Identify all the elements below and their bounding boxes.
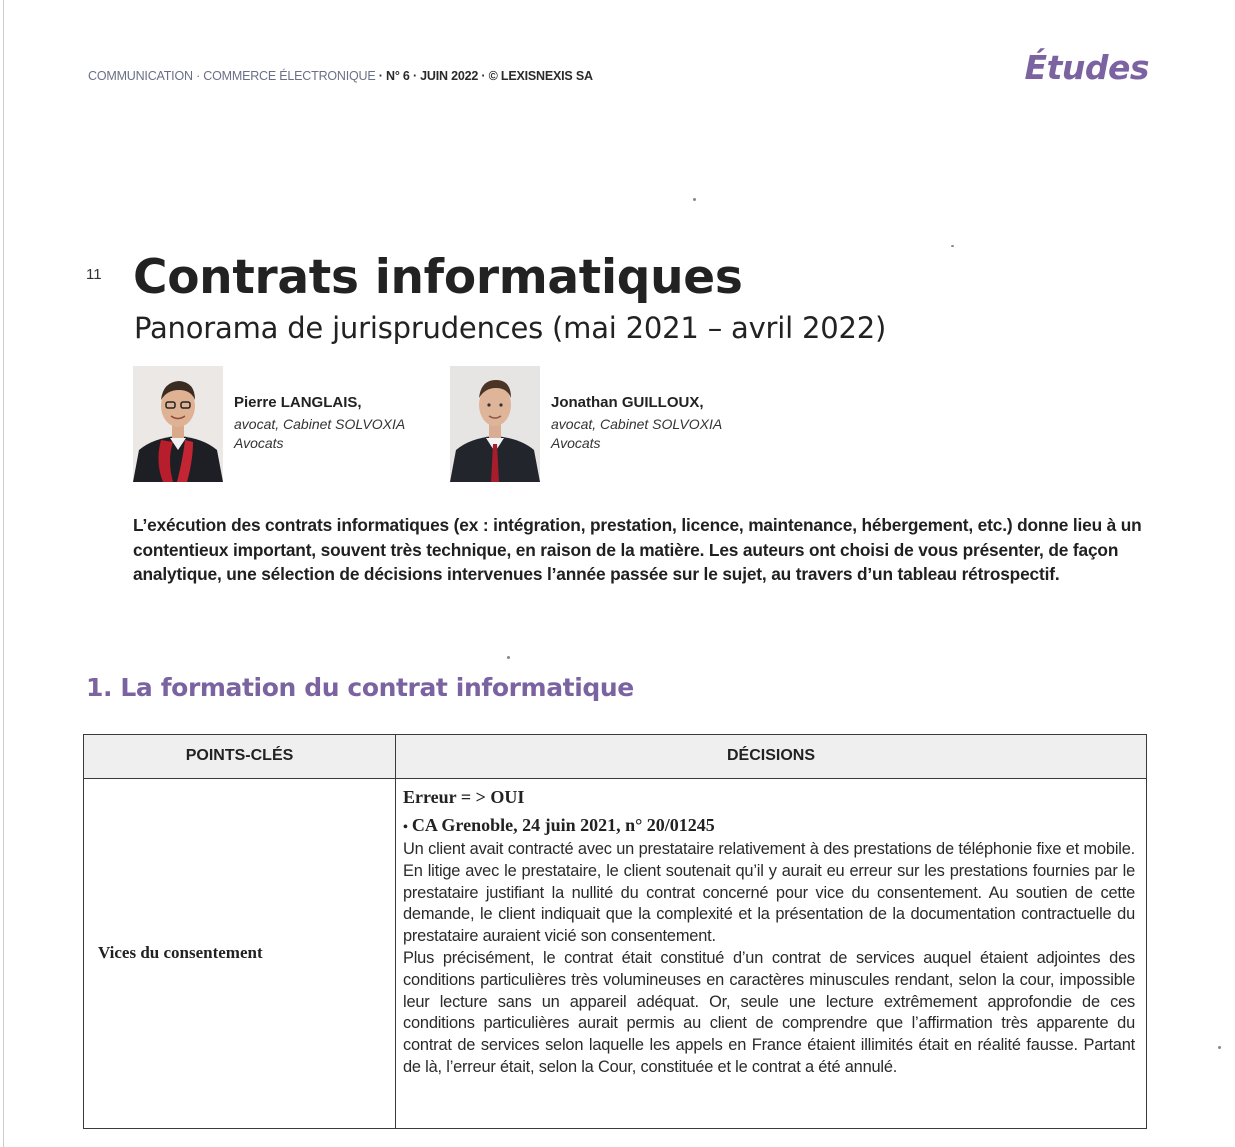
- author-role-line: avocat, Cabinet SOLVOXIA: [234, 416, 406, 432]
- issue-info: · N° 6 · JUIN 2022 · © LEXISNEXIS SA: [375, 69, 593, 83]
- decision-paragraph: Plus précisément, le contrat était constitué d’un contrat de services auquel étaient adjointes des conditions particulières très volumineuses en caractères minuscules rendant, selon la cour, impossible leur lecture sans un appareil adéquat. Or, seule une lecture extrêmement approfondie de ces conditions particulières aurait permis au client de comprendre que l’affirmation très apparente du contrat de services selon laquelle les appels en France étaient illimités était en réalité fausse. Partant de là, l’erreur était, selon la Cour, constituée et le contrat a été annulé.: [403, 948, 1135, 1076]
- bullet-icon: •: [403, 820, 408, 835]
- author-role-line: Avocats: [234, 435, 284, 451]
- author-name: Jonathan GUILLOUX,: [551, 394, 704, 411]
- scan-speck: [1218, 1046, 1221, 1049]
- article-number: 11: [86, 266, 102, 283]
- column-header-key-points: POINTS-CLÉS: [185, 747, 294, 764]
- key-point-cell: Vices du consentement: [98, 943, 263, 962]
- running-head: [88, 69, 593, 83]
- journal-name: COMMUNICATION · COMMERCE ÉLECTRONIQUE: [88, 69, 376, 83]
- author-role-line: Avocats: [551, 435, 601, 451]
- scan-speck: [951, 245, 954, 247]
- decision-verdict: Erreur = > OUI: [403, 787, 525, 807]
- case-citation: CA Grenoble, 24 juin 2021, n° 20/01245: [411, 815, 715, 835]
- scan-speck: [507, 656, 510, 659]
- article-abstract: L’exécution des contrats informatiques (ex : intégration, prestation, licence, maintenance, hébergement, etc.) donne lieu à un contentieux important, souvent très technique, en raison de la matière. Les auteurs ont choisi de vous présenter, de façon analytique, une sélection de décisions intervenues l’année passée sur le sujet, au travers d’un tableau rétrospectif.: [133, 515, 1142, 584]
- page-edge: [3, 0, 4, 1147]
- section-heading: 1. La formation du contrat informatique: [86, 673, 634, 702]
- author-name: Pierre LANGLAIS,: [234, 394, 362, 411]
- article-subtitle: Panorama de jurisprudences (mai 2021 – avril 2022): [134, 311, 887, 345]
- case-reference: [403, 814, 1135, 839]
- column-header-decisions: DÉCISIONS: [726, 747, 815, 764]
- author-affiliation: [551, 415, 722, 453]
- section-label: Études: [1024, 48, 1149, 87]
- decisions-table: [83, 734, 1147, 1129]
- article-title: Contrats informatiques: [133, 250, 743, 305]
- author-portrait-2: [450, 366, 540, 482]
- scan-speck: [693, 198, 696, 201]
- decision-paragraph: Un client avait contracté avec un prestataire relativement à des prestations de téléphonie fixe et mobile. En litige avec le prestataire, le client soutenait qu’il y aurait eu erreur sur les prestations fournies par le prestataire justifiant la nullité du contrat concerné pour vice du consentement. Au soutien de cette demande, le client indiquait que la complexité et la présentation de la documentation contractuelle du prestataire auraient vicié son consentement.: [403, 840, 1135, 946]
- author-affiliation: [234, 415, 405, 453]
- author-role-line: avocat, Cabinet SOLVOXIA: [551, 416, 723, 432]
- column-divider: [395, 735, 396, 1128]
- author-portrait-1: [133, 366, 223, 482]
- decision-cell: [403, 786, 1135, 1079]
